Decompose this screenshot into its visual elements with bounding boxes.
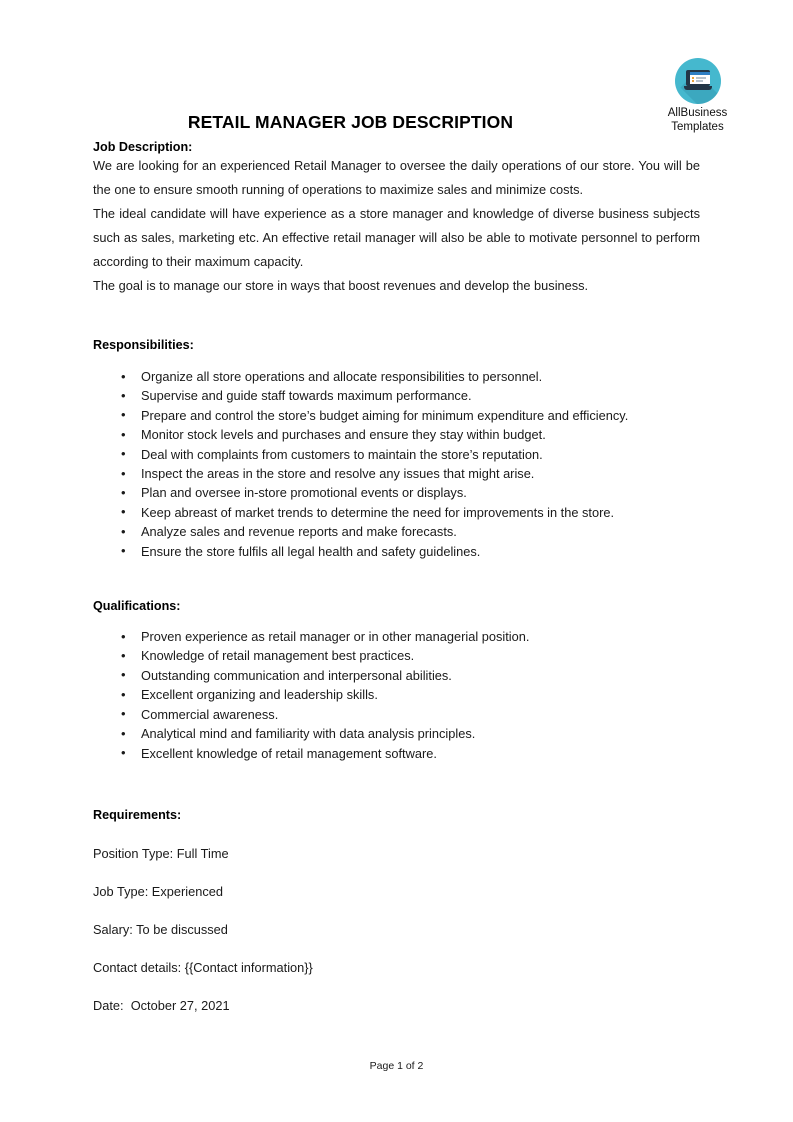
requirement-date: Date: October 27, 2021: [93, 997, 230, 1013]
job-description-paragraph-1: We are looking for an experienced Retail Manager to oversee the daily operations of our store. You will be the one to ensure smooth running of operations to maximize sales and minimize costs.: [93, 158, 700, 197]
page-title: RETAIL MANAGER JOB DESCRIPTION: [187, 112, 514, 132]
document-body: [93, 140, 700, 1015]
laptop-lid: [686, 70, 710, 86]
list-item: • Deal with complaints from customers to maintain the store’s reputation.: [93, 445, 700, 464]
requirement-contact-details: Contact details: {{Contact information}}: [93, 959, 313, 975]
screen-bullet-1: [692, 77, 694, 79]
brand-name-line-1: AllBusiness: [667, 107, 728, 119]
page-footer: Page 1 of 2: [369, 1060, 424, 1072]
responsibilities-list: [93, 367, 700, 561]
list-item: • Ensure the store fulfils all legal health and safety guidelines.: [93, 542, 700, 561]
section-heading-requirements: Requirements:: [93, 807, 182, 822]
list-item: • Analytical mind and familiarity with data analysis principles.: [93, 724, 700, 743]
screen-line-1: [696, 77, 706, 79]
list-item: • Supervise and guide staff towards maximum performance.: [93, 386, 700, 405]
brand-name: [650, 107, 745, 134]
list-item: • Inspect the areas in the store and resolve any issues that might arise.: [93, 464, 700, 483]
list-item: • Plan and oversee in-store promotional events or displays.: [93, 483, 700, 502]
list-item: • Monitor stock levels and purchases and ensure they stay within budget.: [93, 425, 700, 444]
screen-bullet-2: [692, 80, 694, 82]
list-item: • Outstanding communication and interpersonal abilities.: [93, 666, 700, 685]
laptop-glyph: [684, 70, 712, 92]
list-item: • Excellent organizing and leadership skills.: [93, 685, 700, 704]
qualifications-list: [93, 627, 700, 763]
list-item: • Keep abreast of market trends to determine the need for improvements in the store.: [93, 503, 700, 522]
requirement-job-type: Job Type: Experienced: [93, 883, 223, 899]
brand-logo: [650, 58, 745, 134]
section-heading-qualifications: Qualifications:: [93, 599, 181, 614]
list-item: • Organize all store operations and allocate responsibilities to personnel.: [93, 367, 700, 386]
list-item: • Knowledge of retail management best practices.: [93, 646, 700, 665]
job-description-paragraph-3: The goal is to manage our store in ways that boost revenues and develop the business.: [93, 278, 589, 293]
laptop-base: [684, 86, 712, 90]
laptop-screen: [690, 72, 710, 84]
list-item: • Prepare and control the store’s budget aiming for minimum expenditure and efficiency.: [93, 406, 700, 425]
screen-title-bar: [690, 72, 710, 75]
screen-line-2: [696, 80, 703, 82]
section-heading-job-description: Job Description:: [93, 140, 193, 154]
list-item: • Commercial awareness.: [93, 705, 700, 724]
laptop-icon: [675, 58, 721, 104]
requirement-position-type: Position Type: Full Time: [93, 845, 229, 861]
list-item: • Excellent knowledge of retail management software.: [93, 744, 700, 763]
job-description-paragraph-2: The ideal candidate will have experience as a store manager and knowledge of diverse business subjects such as sales, marketing etc. An effective retail manager will also be able to motivate personnel to perform according to their maximum capacity.: [93, 206, 700, 269]
list-item: • Analyze sales and revenue reports and make forecasts.: [93, 522, 700, 541]
requirement-salary: Salary: To be discussed: [93, 921, 228, 937]
brand-name-line-2: Templates: [671, 120, 724, 133]
list-item: • Proven experience as retail manager or in other managerial position.: [93, 627, 700, 646]
section-heading-responsibilities: Responsibilities:: [93, 338, 194, 352]
